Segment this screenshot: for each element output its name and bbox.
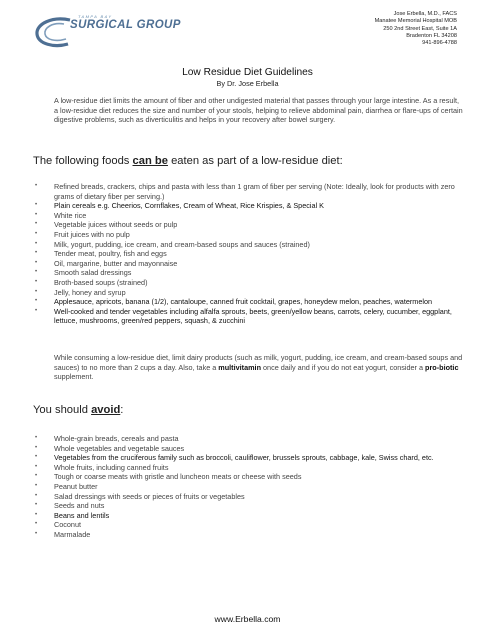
heading-text: The following foods	[33, 155, 133, 167]
bullet-icon: •	[35, 259, 38, 266]
list-item	[0, 288, 495, 298]
heading-emphasis: avoid	[91, 404, 121, 416]
bullet-icon: •	[35, 240, 38, 247]
list-item	[0, 297, 495, 307]
intro-paragraph: A low-residue diet limits the amount of fiber and other undigested material that passes through your large intestine. As a result, a low-residue diet reduces the size and number of your stools, helping to relieve abdominal pain, diarrhea or flare-ups of certain digestive problems, such as diverticulitis and helps in your recovery after bowel surgery.	[54, 96, 463, 125]
list-item	[0, 511, 495, 521]
logo-swoosh-icon	[34, 14, 74, 52]
list-item-text: Applesauce, apricots, banana (1/2), cantaloupe, canned fruit cocktail, grapes, honeydew melon, peaches, watermelon	[54, 297, 433, 307]
list-item-text: Whole fruits, including canned fruits	[54, 462, 169, 472]
list-item	[0, 434, 495, 444]
list-item-text: Jelly, honey and syrup	[54, 287, 126, 297]
list-item-text: Marmalade	[54, 529, 91, 539]
list-item	[0, 278, 495, 288]
list-item-text: White rice	[54, 210, 87, 220]
list-item	[0, 201, 495, 211]
list-item	[0, 530, 495, 540]
bullet-icon: •	[35, 183, 38, 189]
document-title: Low Residue Diet Guidelines	[182, 67, 313, 78]
list-item-text: Seeds and nuts	[54, 501, 105, 511]
bullet-icon: •	[35, 521, 38, 528]
bullet-icon: •	[35, 463, 38, 470]
bullet-icon: •	[35, 278, 38, 285]
bullet-icon: •	[35, 473, 38, 480]
list-item-text: Milk, yogurt, pudding, ice cream, and cream-based soups and sauces (strained)	[54, 239, 310, 249]
bullet-icon: •	[35, 502, 38, 509]
list-item-text: Tough or coarse meats with gristle and luncheon meats or cheese with seeds	[54, 472, 302, 482]
bullet-icon: •	[35, 230, 38, 237]
bullet-icon: •	[35, 211, 38, 218]
list-item	[0, 492, 495, 502]
bullet-icon: •	[35, 435, 38, 441]
section-heading-allowed	[33, 155, 343, 167]
logo-wordmark: SURGICAL GROUP	[70, 19, 181, 31]
list-item	[0, 259, 495, 269]
list-item	[0, 220, 495, 230]
closing-bold: multivitamin	[218, 362, 261, 372]
list-item-text: Salad dressings with seeds or pieces of fruits or vegetables	[54, 491, 245, 501]
logo	[34, 14, 184, 52]
closing-text: While consuming a low-residue diet, limit dairy products (such as milk, yogurt, pudding, ice cream, and cream-based soups and sauces) to no more than 2 cups a day. Also, take a	[54, 353, 463, 372]
address-line: 941-896-4788	[422, 40, 457, 47]
document-byline: By Dr. Jose Erbella	[216, 79, 279, 88]
list-item	[0, 501, 495, 511]
bullet-icon: •	[35, 307, 38, 314]
list-item	[0, 268, 495, 278]
list-item-text: Plain cereals e.g. Cheerios, Cornflakes, Cream of Wheat, Rice Krispies, & Special K	[54, 201, 324, 211]
closing-text: supplement.	[54, 372, 94, 382]
section-heading-avoid	[33, 404, 123, 416]
list-item	[0, 211, 495, 221]
list-item-text: Smooth salad dressings	[54, 268, 132, 278]
bullet-icon: •	[35, 269, 38, 276]
heading-text: eaten as part of a low-residue diet:	[167, 155, 343, 167]
bullet-icon: •	[35, 444, 38, 451]
bullet-icon: •	[35, 492, 38, 499]
address-block	[375, 11, 457, 47]
list-item	[0, 520, 495, 530]
closing-paragraph	[54, 353, 464, 382]
list-item	[0, 182, 495, 201]
list-item-text: Whole vegetables and vegetable sauces	[54, 443, 185, 453]
address-line: Manatee Memorial Hospital MOB	[374, 18, 457, 25]
list-item-text: Well-cooked and tender vegetables including alfalfa sprouts, beets, green/yellow beans, carrots, celery, cucumber, eggplant, lettuce, mushrooms, green/red peppers, squash, & zucchini	[54, 306, 452, 326]
closing-bold: pro-biotic	[425, 362, 459, 372]
avoid-foods-list	[0, 434, 495, 540]
bullet-icon: •	[35, 250, 38, 257]
address-line: Jose Erbella, M.D., FACS	[393, 11, 457, 17]
list-item-text: Fruit juices with no pulp	[54, 229, 130, 239]
bullet-icon: •	[35, 298, 38, 305]
closing-text: once daily and if you do not eat yogurt, consider a	[261, 362, 426, 372]
list-item-text: Beans and lentils	[54, 510, 110, 520]
list-item	[0, 307, 495, 326]
allowed-foods-list	[0, 182, 495, 326]
bullet-icon: •	[35, 530, 38, 537]
footer-website: www.Erbella.com	[214, 614, 281, 624]
address-line: Bradenton FL 34208	[406, 32, 457, 39]
heading-text: :	[120, 404, 124, 416]
list-item-text: Peanut butter	[54, 481, 98, 491]
list-item	[0, 230, 495, 240]
list-item	[0, 240, 495, 250]
heading-emphasis: can be	[132, 155, 168, 167]
list-item-text: Oil, margarine, butter and mayonnaise	[54, 258, 178, 268]
list-item-text: Coconut	[54, 520, 82, 530]
bullet-icon: •	[35, 482, 38, 489]
list-item-text: Tender meat, poultry, fish and eggs	[54, 249, 167, 259]
address-line: 250 2nd Street East, Suite 1A	[383, 25, 457, 32]
list-item-text: Refined breads, crackers, chips and pasta with less than 1 gram of fiber per serving (Note: Ideally, look for products with zero grams of dietary fiber per serving.)	[54, 182, 455, 201]
list-item-text: Broth-based soups (strained)	[54, 277, 148, 287]
logo-tagline: TAMPA BAY	[78, 14, 113, 19]
bullet-icon: •	[35, 202, 38, 209]
list-item-text: Vegetable juices without seeds or pulp	[54, 220, 178, 230]
list-item	[0, 472, 495, 482]
heading-text: You should	[33, 404, 92, 416]
list-item	[0, 444, 495, 454]
list-item-text: Vegetables from the cruciferous family such as broccoli, cauliflower, brussels sprouts, cabbage, kale, Swiss chard, etc.	[54, 453, 434, 463]
list-item	[0, 453, 495, 463]
list-item	[0, 249, 495, 259]
list-item	[0, 463, 495, 473]
bullet-icon: •	[35, 221, 38, 228]
bullet-icon: •	[35, 511, 38, 518]
list-item	[0, 482, 495, 492]
bullet-icon: •	[35, 288, 38, 295]
bullet-icon: •	[35, 454, 38, 461]
list-item-text: Whole-grain breads, cereals and pasta	[54, 434, 179, 443]
